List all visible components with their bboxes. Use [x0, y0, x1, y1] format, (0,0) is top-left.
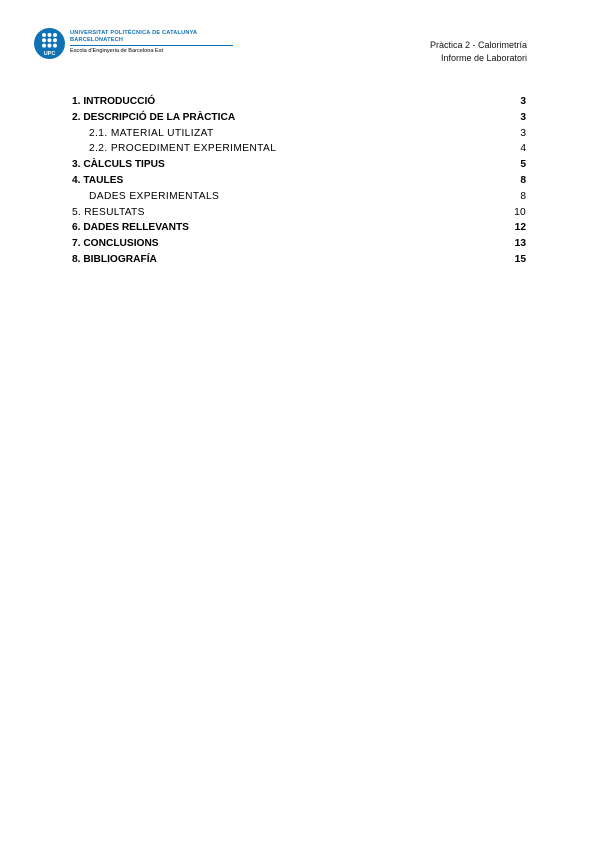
toc-entry: [72, 110, 526, 126]
logo-divider: [70, 45, 233, 46]
toc-entry: [72, 236, 526, 252]
toc-entry-title: 4. TAULES: [72, 174, 124, 186]
toc-entry-page: 3: [520, 111, 526, 123]
toc-entry-title: DADES EXPERIMENTALS: [89, 190, 220, 202]
toc-entry-title: 8. BIBLIOGRAFÍA: [72, 253, 157, 265]
toc-entry: [72, 220, 526, 236]
toc-entry-page: 8: [520, 174, 526, 186]
logo-tagline: BARCELONATECH: [70, 37, 124, 43]
toc-entry-page: 12: [514, 222, 526, 234]
toc-entry-page: 5: [520, 159, 526, 171]
toc-entry-title: 7. CONCLUSIONS: [72, 238, 159, 250]
toc-entry: [72, 189, 526, 205]
toc-entry-page: 15: [514, 253, 526, 265]
toc-entry-title: 5. RESULTATS: [72, 206, 145, 218]
toc-entry: [72, 252, 526, 268]
document-header: [430, 39, 527, 64]
toc-entry-title: 2. DESCRIPCIÓ DE LA PRÀCTICA: [72, 111, 236, 123]
logo-university-name: UNIVERSITAT POLITÈCNICA DE CATALUNYA: [70, 30, 198, 36]
toc-entry-page: 3: [520, 127, 526, 139]
document-title: Pràctica 2 - Calorimetría: [429, 40, 527, 50]
toc-entry: [72, 205, 526, 221]
upc-badge-text: UPC: [43, 51, 56, 57]
toc-entry-page: 13: [514, 238, 526, 250]
toc-entry: [72, 173, 526, 189]
table-of-contents: [72, 94, 526, 268]
toc-entry-title: 3. CÀLCULS TIPUS: [72, 159, 165, 171]
toc-entry: [72, 141, 526, 157]
upc-logo: [34, 28, 204, 60]
upc-badge-icon: [34, 28, 65, 59]
toc-entry-title: 6. DADES RELLEVANTS: [72, 222, 189, 234]
toc-entry-page: 8: [520, 190, 526, 202]
toc-entry: [72, 126, 526, 142]
document-subtitle: Informe de Laboratori: [440, 52, 527, 63]
toc-entry: [72, 94, 526, 110]
toc-entry-page: 3: [520, 96, 526, 107]
toc-entry-title: 2.2. PROCEDIMENT EXPERIMENTAL: [89, 143, 277, 155]
toc-entry-page: 10: [514, 206, 526, 218]
logo-school-name: Escola d'Enginyeria de Barcelona Est: [70, 48, 164, 54]
toc-entry: [72, 157, 526, 173]
toc-entry-title: 2.1. MATERIAL UTILIZAT: [89, 127, 214, 139]
toc-entry-page: 4: [520, 143, 526, 155]
toc-entry-title: 1. INTRODUCCIÓ: [72, 96, 156, 107]
